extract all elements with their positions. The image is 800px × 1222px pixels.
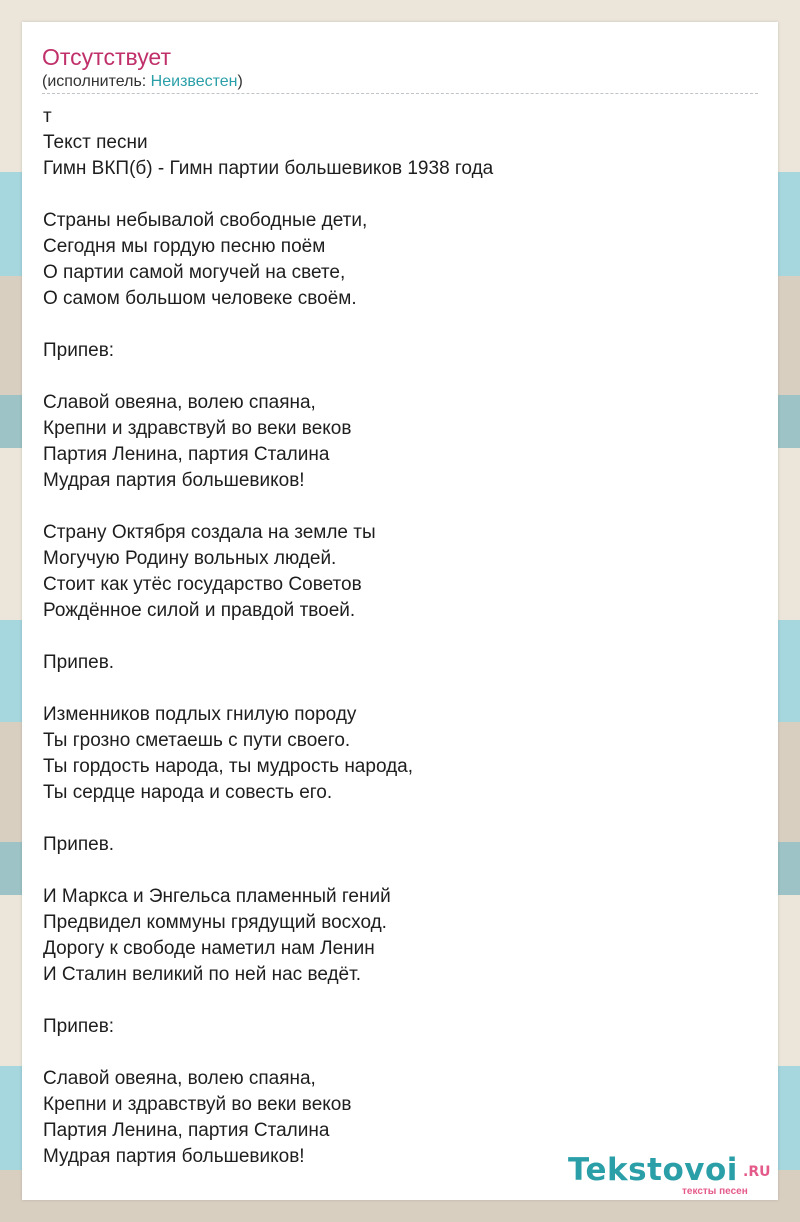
lyric-line: Припев. <box>43 834 115 855</box>
lyric-line: И Сталин великий по ней нас ведёт. <box>43 964 361 985</box>
lyric-line: Крепни и здравствуй во веки веков <box>43 1094 352 1115</box>
lyric-line: Мудрая партия большевиков! <box>43 470 305 491</box>
lyric-line: Стоит как утёс государство Советов <box>43 574 362 595</box>
lyric-line: Припев: <box>43 1016 115 1037</box>
artist-prefix: (исполнитель: <box>42 73 151 90</box>
lyric-line: Гимн ВКП(б) - Гимн партии большевиков 1938 года <box>43 158 494 179</box>
artist-suffix: ) <box>237 73 243 90</box>
lyric-line: Славой овеяна, волею спаяна, <box>43 1068 316 1089</box>
lyric-line <box>43 364 493 390</box>
lyric-line: Страны небывалой свободные дети, <box>43 210 368 231</box>
lyric-line: Предвидел коммуны грядущий восход. <box>43 912 387 933</box>
lyric-line: Страну Октября создала на земле ты <box>43 522 376 543</box>
lyric-line: Мудрая партия большевиков! <box>43 1146 305 1167</box>
logo-wordmark: Tekstovoi <box>568 1152 738 1188</box>
lyric-line: Ты грозно сметаешь с пути своего. <box>43 730 351 751</box>
lyric-line: Припев: <box>43 340 115 361</box>
site-logo[interactable] <box>568 1152 773 1200</box>
logo-tagline: тексты песен <box>682 1186 748 1197</box>
lyric-line <box>43 312 493 338</box>
artist-link[interactable]: Неизвестен <box>150 73 238 90</box>
lyric-line: Дорогу к свободе наметил нам Ленин <box>43 938 375 959</box>
lyric-line: Припев. <box>43 652 115 673</box>
lyric-line <box>43 988 493 1014</box>
lyric-line: Партия Ленина, партия Сталина <box>43 444 330 465</box>
lyric-line: О самом большом человеке своём. <box>43 288 357 309</box>
lyrics-card <box>22 22 778 1200</box>
lyrics-text <box>43 104 493 1170</box>
lyric-line <box>43 182 493 208</box>
lyric-line: Рождённое силой и правдой твоей. <box>43 600 356 621</box>
lyric-line: Крепни и здравствуй во веки веков <box>43 418 352 439</box>
lyric-line <box>43 624 493 650</box>
lyric-line <box>43 858 493 884</box>
lyric-line: Ты сердце народа и совесть его. <box>43 782 333 803</box>
song-title: Отсутствует <box>42 44 171 70</box>
lyric-line: Партия Ленина, партия Сталина <box>43 1120 330 1141</box>
lyric-line: О партии самой могучей на свете, <box>43 262 346 283</box>
lyric-line: Изменников подлых гнилую породу <box>43 704 357 725</box>
logo-tld: .RU <box>743 1164 771 1180</box>
lyric-line: т <box>43 106 52 127</box>
artist-line <box>42 72 243 92</box>
lyric-line: И Маркса и Энгельса пламенный гений <box>43 886 391 907</box>
lyric-line <box>43 676 493 702</box>
lyric-line <box>43 1040 493 1066</box>
lyric-line <box>43 806 493 832</box>
header-divider <box>42 93 758 94</box>
lyric-line: Славой овеяна, волею спаяна, <box>43 392 316 413</box>
lyric-line: Сегодня мы гордую песню поём <box>43 236 326 257</box>
lyric-line: Могучую Родину вольных людей. <box>43 548 337 569</box>
lyric-line <box>43 494 493 520</box>
lyric-line: Ты гордость народа, ты мудрость народа, <box>43 756 414 777</box>
lyric-line: Текст песни <box>43 132 148 153</box>
